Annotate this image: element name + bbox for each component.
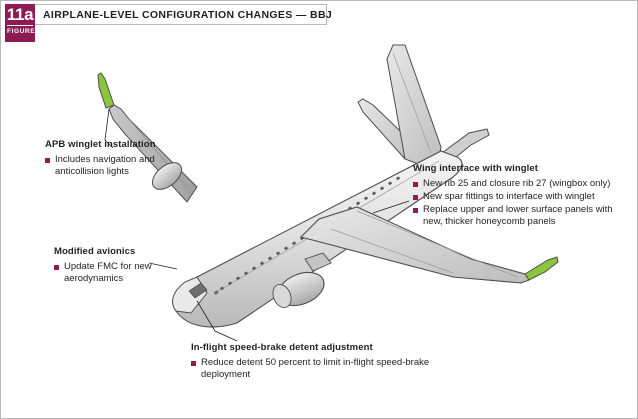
callout-avionics-heading: Modified avionics	[54, 246, 136, 257]
callout-speedbrake	[191, 342, 441, 382]
callout-avionics-bullet-1: Update FMC for new aerodynamics	[54, 261, 174, 286]
figure-number-badge	[5, 4, 35, 42]
figure-number: 11a	[6, 5, 34, 24]
callout-winglet-bullet-1: Includes navigation and anticollision lights	[45, 154, 160, 179]
callout-speedbrake-bullet-1: Reduce detent 50 percent to limit in-flight speed-brake deployment	[191, 357, 441, 382]
callout-winglet-heading: APB winglet installation	[45, 139, 156, 150]
callout-winglet-list	[45, 154, 160, 179]
vertical-fin	[387, 45, 441, 171]
left-wing-assembly	[98, 73, 197, 202]
callout-wing-interface-bullet-1: New rib 25 and closure rib 27 (wingbox only)	[413, 178, 628, 191]
callout-wing-interface-heading: Wing interface with winglet	[413, 163, 539, 174]
callout-wing-interface	[413, 163, 628, 229]
callout-wing-interface-list	[413, 178, 628, 229]
callout-speedbrake-list	[191, 357, 441, 382]
callout-avionics-list	[54, 261, 174, 286]
figure-title: AIRPLANE-LEVEL CONFIGURATION CHANGES — BBJ	[43, 9, 333, 21]
callout-wing-interface-bullet-3: Replace upper and lower surface panels with new, thicker honeycomb panels	[413, 204, 628, 229]
callout-winglet	[45, 139, 160, 179]
callout-speedbrake-heading: In-flight speed-brake detent adjustment	[191, 342, 373, 353]
callout-wing-interface-bullet-2: New spar fittings to interface with winglet	[413, 191, 628, 204]
figure-label: FIGURE	[7, 25, 33, 36]
callout-avionics	[54, 246, 174, 286]
